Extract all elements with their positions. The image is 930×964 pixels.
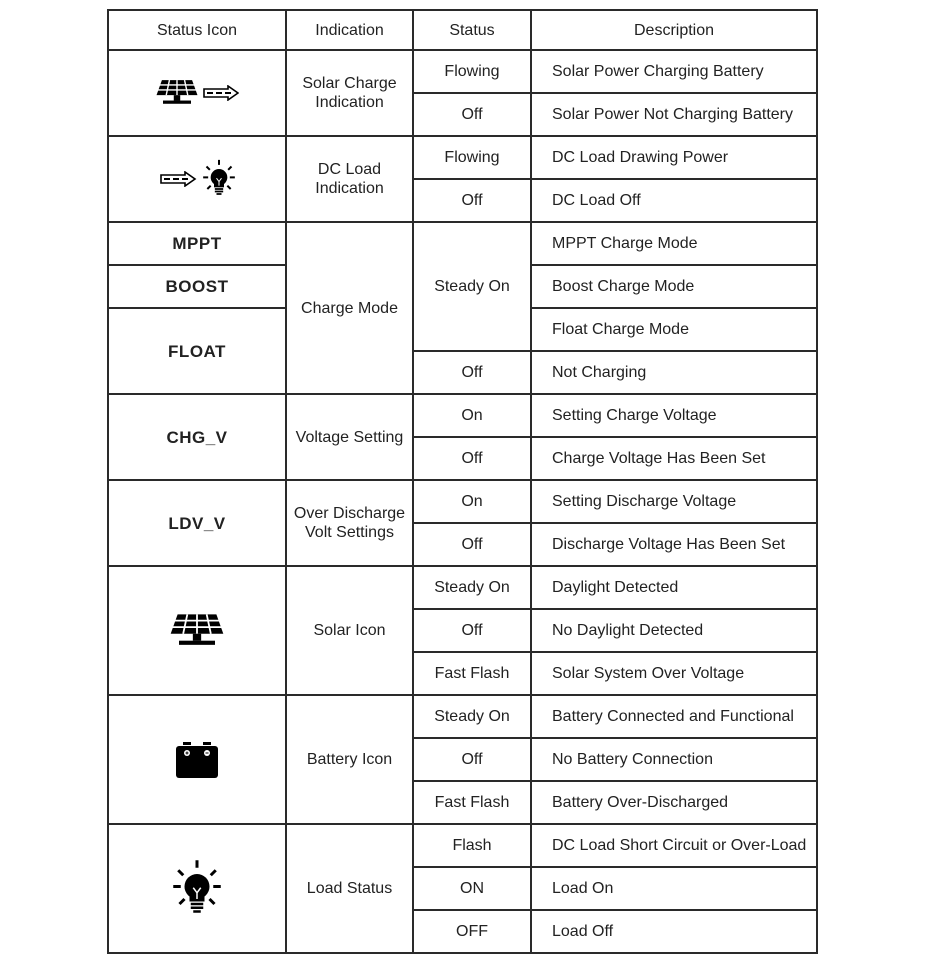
solar-icon-cell — [108, 566, 286, 695]
solar-panel-icon — [169, 613, 225, 649]
description: Float Charge Mode — [531, 308, 817, 351]
table-row — [108, 222, 817, 265]
status: ON — [413, 867, 531, 910]
description: Load On — [531, 867, 817, 910]
indication: Charge Mode — [286, 222, 413, 394]
indication: Load Status — [286, 824, 413, 953]
solar-panel-icon — [155, 79, 199, 107]
table-row — [108, 480, 817, 523]
description: No Daylight Detected — [531, 609, 817, 652]
status: Flowing — [413, 50, 531, 93]
indication: Solar Icon — [286, 566, 413, 695]
indication: Solar Charge Indication — [286, 50, 413, 136]
table-row — [108, 394, 817, 437]
table-row — [108, 136, 817, 179]
description: Discharge Voltage Has Been Set — [531, 523, 817, 566]
status: Steady On — [413, 566, 531, 609]
description: Charge Voltage Has Been Set — [531, 437, 817, 480]
header-status: Status — [413, 10, 531, 50]
status: Fast Flash — [413, 781, 531, 824]
description: Solar System Over Voltage — [531, 652, 817, 695]
load-icon-cell — [108, 824, 286, 953]
status: Off — [413, 523, 531, 566]
status: On — [413, 394, 531, 437]
indication: Battery Icon — [286, 695, 413, 824]
description: Boost Charge Mode — [531, 265, 817, 308]
description: No Battery Connection — [531, 738, 817, 781]
mppt-label: MPPT — [108, 222, 286, 265]
description: Battery Over-Discharged — [531, 781, 817, 824]
table-row — [108, 695, 817, 738]
dc-load-icon-cell — [108, 136, 286, 222]
battery-icon-cell — [108, 695, 286, 824]
status-icon-table — [107, 9, 818, 954]
float-label: FLOAT — [108, 308, 286, 394]
status: Off — [413, 179, 531, 222]
status: On — [413, 480, 531, 523]
bulb-icon — [171, 859, 223, 919]
header-indication: Indication — [286, 10, 413, 50]
description: Daylight Detected — [531, 566, 817, 609]
description: Solar Power Charging Battery — [531, 50, 817, 93]
battery-icon — [175, 741, 219, 779]
boost-label: BOOST — [108, 265, 286, 308]
header-status-icon: Status Icon — [108, 10, 286, 50]
description: DC Load Short Circuit or Over-Load — [531, 824, 817, 867]
flow-arrow-icon — [203, 85, 239, 101]
chg-v-label: CHG_V — [108, 394, 286, 480]
bulb-icon — [202, 159, 236, 199]
status: Fast Flash — [413, 652, 531, 695]
indication: DC Load Indication — [286, 136, 413, 222]
status: Off — [413, 351, 531, 394]
solar-charge-icon-cell — [108, 50, 286, 136]
status: Flash — [413, 824, 531, 867]
description: MPPT Charge Mode — [531, 222, 817, 265]
description: Setting Charge Voltage — [531, 394, 817, 437]
indication: Voltage Setting — [286, 394, 413, 480]
description: Load Off — [531, 910, 817, 953]
table-row — [108, 566, 817, 609]
status: Steady On — [413, 695, 531, 738]
description: Solar Power Not Charging Battery — [531, 93, 817, 136]
status: Flowing — [413, 136, 531, 179]
description: Not Charging — [531, 351, 817, 394]
table-row — [108, 824, 817, 867]
description: DC Load Off — [531, 179, 817, 222]
status: Off — [413, 738, 531, 781]
status: Off — [413, 93, 531, 136]
indication: Over Discharge Volt Settings — [286, 480, 413, 566]
status: Off — [413, 609, 531, 652]
status: Steady On — [413, 222, 531, 351]
header-description: Description — [531, 10, 817, 50]
header-row — [108, 10, 817, 50]
table-row — [108, 50, 817, 93]
flow-arrow-icon — [158, 171, 198, 187]
description: DC Load Drawing Power — [531, 136, 817, 179]
status: Off — [413, 437, 531, 480]
description: Setting Discharge Voltage — [531, 480, 817, 523]
ldv-v-label: LDV_V — [108, 480, 286, 566]
status: OFF — [413, 910, 531, 953]
description: Battery Connected and Functional — [531, 695, 817, 738]
